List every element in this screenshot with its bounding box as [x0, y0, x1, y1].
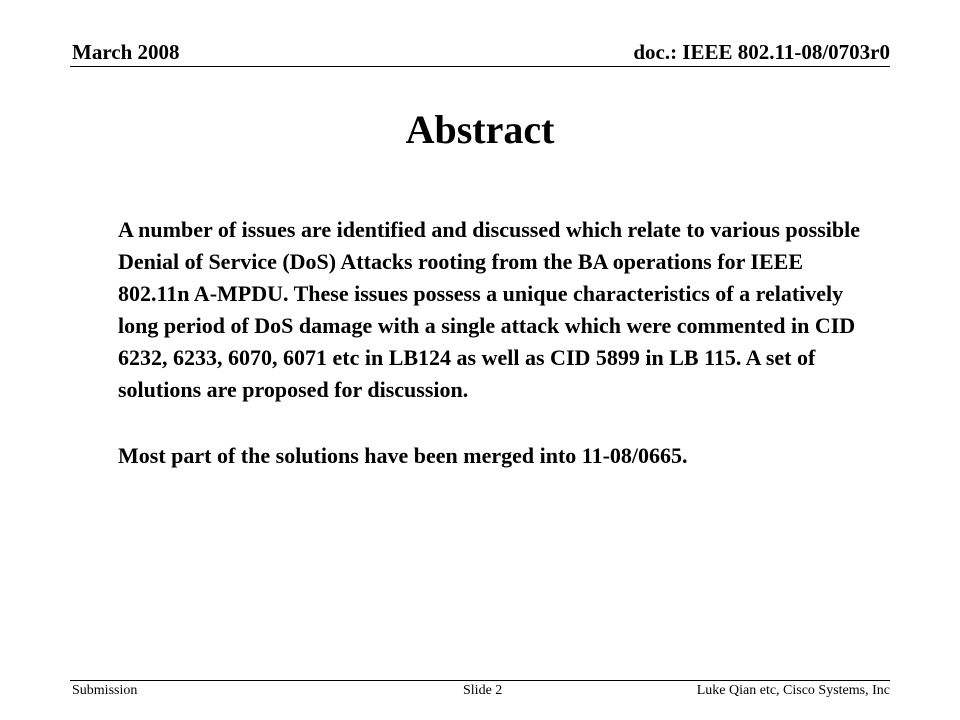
header-divider — [70, 66, 890, 67]
footer-divider — [70, 680, 890, 681]
header-doc-id: doc.: IEEE 802.11-08/0703r0 — [633, 40, 890, 64]
merge-note-paragraph: Most part of the solutions have been merged into 11-08/0665. — [118, 443, 688, 468]
header-date: March 2008 — [72, 40, 180, 64]
abstract-paragraph: A number of issues are identified and discussed which relate to various possible Denial of Service (DoS) Attacks rooting from the BA operations for IEEE 802.11n A-MPDU. These issues possess a unique characteristics of a relatively long period of DoS damage with a single attack which were commented in CID 6232, 6233, 6070, 6071 etc in LB124 as well as CID 5899 in LB 115. A set of solutions are proposed for discussion. — [118, 217, 860, 402]
footer-submission: Submission — [72, 683, 138, 698]
footer-slide-number: Slide 2 — [463, 683, 503, 698]
slide-body — [118, 214, 878, 472]
footer-author: Luke Qian etc, Cisco Systems, Inc — [696, 683, 890, 698]
slide-title: Abstract — [405, 107, 555, 152]
